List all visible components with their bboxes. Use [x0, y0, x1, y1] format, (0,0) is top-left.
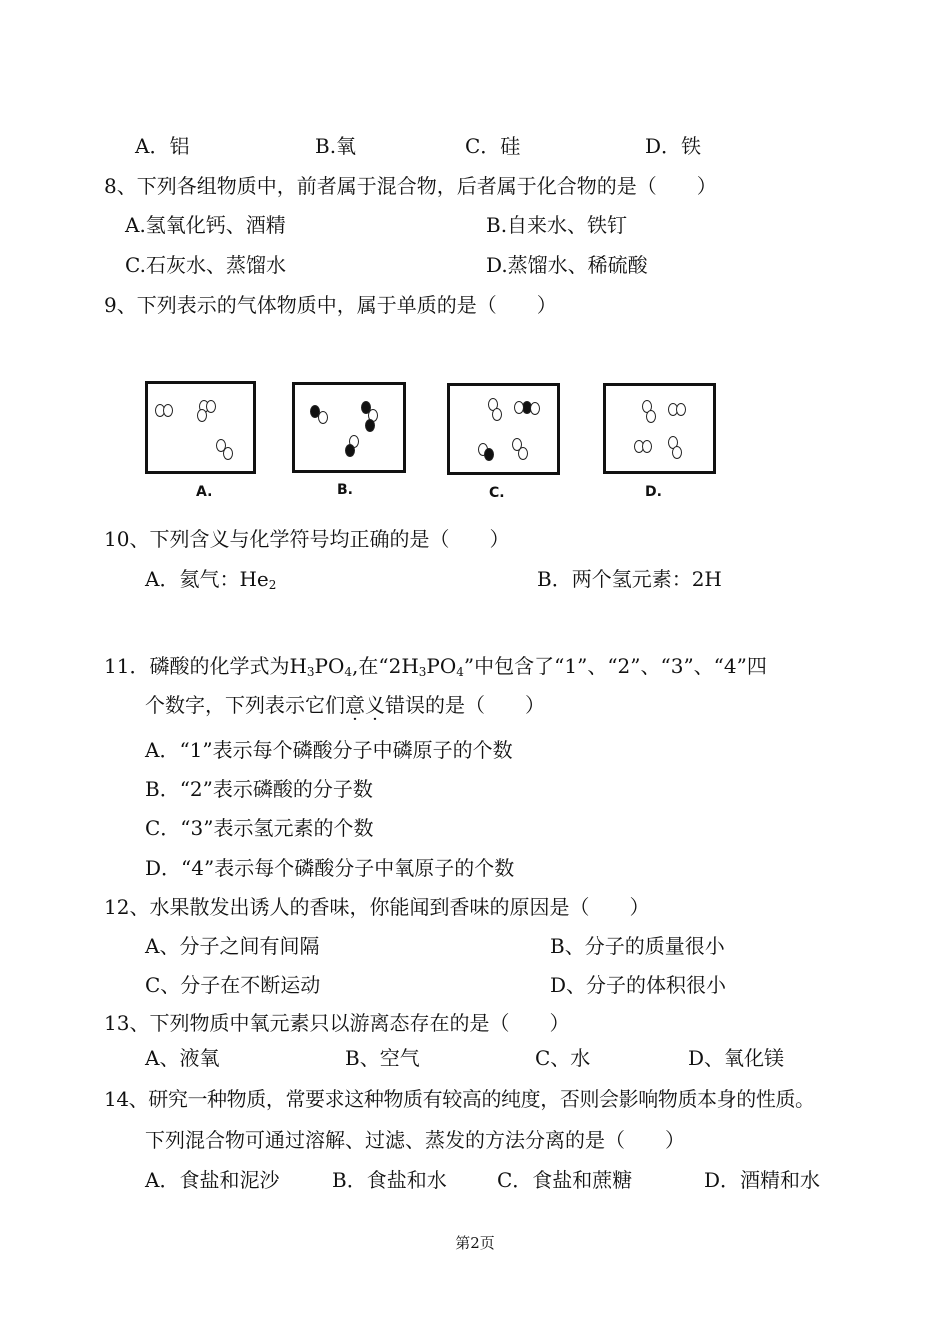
- q13-option-d: D、氧化镁: [688, 1046, 785, 1070]
- atom: [197, 409, 207, 422]
- q11-stem-line2: [145, 693, 545, 717]
- diagram-label-b: B.: [337, 482, 353, 498]
- atom: [345, 444, 355, 457]
- q11-text: 11．磷酸的化学式为H: [104, 654, 307, 678]
- q11-option-a: A．“1”表示每个磷酸分子中磷原子的个数: [145, 738, 513, 762]
- q11-text: ,在“2H: [352, 654, 419, 678]
- q14-option-d: D．酒精和水: [704, 1168, 821, 1192]
- diagram-label-c: C.: [489, 485, 505, 501]
- q13-stem: 13、下列物质中氧元素只以游离态存在的是（ ）: [104, 1011, 570, 1035]
- atom: [318, 411, 328, 424]
- emphasis-char: 义: [365, 693, 385, 717]
- q11-text: 错误的是（ ）: [385, 693, 545, 717]
- q10-option-a-text: A．氦气：He: [145, 567, 269, 591]
- diagram-label-d: D.: [645, 484, 662, 500]
- atom: [484, 448, 494, 461]
- q11-text: PO: [426, 654, 457, 678]
- atom: [530, 402, 540, 415]
- q11-option-b: B．“2”表示磷酸的分子数: [145, 777, 373, 801]
- q14-option-c: C．食盐和蔗糖: [497, 1168, 633, 1192]
- q11-sub: 3: [418, 665, 427, 679]
- q8-stem: 8、下列各组物质中，前者属于混合物，后者属于化合物的是（ ）: [104, 174, 717, 198]
- q7-option-a: A．铝: [135, 134, 190, 158]
- atom: [365, 419, 375, 432]
- q11-sub: 3: [306, 665, 315, 679]
- atom: [676, 403, 686, 416]
- atom: [518, 447, 528, 460]
- q10-option-a: [145, 567, 276, 597]
- q10-subscript: 2: [268, 578, 277, 592]
- emphasis-char: 意: [345, 693, 365, 717]
- q11-text: 个数字，下列表示它们: [145, 693, 345, 717]
- diagram-box-a: [145, 381, 256, 474]
- atom: [642, 440, 652, 453]
- q8-option-b: B.自来水、铁钉: [486, 213, 628, 237]
- q14-stem-line2: 下列混合物可通过溶解、过滤、蒸发的方法分离的是（ ）: [145, 1128, 685, 1152]
- atom: [223, 447, 233, 460]
- q12-stem: 12、水果散发出诱人的香味，你能闻到香味的原因是（ ）: [104, 895, 650, 919]
- q13-option-b: B、空气: [345, 1046, 420, 1070]
- q8-option-c: C.石灰水、蒸馏水: [125, 253, 286, 277]
- atom: [492, 408, 502, 421]
- q14-stem-line1: 14、研究一种物质，常要求这种物质有较高的纯度，否则会影响物质本身的性质。: [104, 1087, 815, 1111]
- q11-sub: 4: [344, 665, 353, 679]
- q12-option-d: D、分子的体积很小: [550, 973, 727, 997]
- q7-option-b: B.氧: [315, 134, 357, 158]
- q10-option-b: B．两个氢元素：2H: [537, 567, 722, 591]
- atom: [672, 446, 682, 459]
- atom: [514, 401, 524, 414]
- q11-stem-line1: [104, 654, 767, 684]
- q12-option-b: B、分子的质量很小: [550, 934, 725, 958]
- q9-stem: 9、下列表示的气体物质中，属于单质的是（ ）: [104, 293, 557, 317]
- q11-text: PO: [314, 654, 345, 678]
- q8-option-d: D.蒸馏水、稀硫酸: [486, 253, 648, 277]
- q12-option-a: A、分子之间有间隔: [145, 934, 320, 958]
- diagram-box-d: [603, 383, 716, 474]
- q11-text: ”中包含了“1”、“2”、“3”、“4”四: [463, 654, 767, 678]
- page-number: 第2页: [455, 1234, 495, 1252]
- q13-option-c: C、水: [535, 1046, 591, 1070]
- atom: [206, 400, 216, 413]
- atom: [163, 404, 173, 417]
- q10-stem: 10、下列含义与化学符号均正确的是（ ）: [104, 527, 510, 551]
- diagram-box-c: [447, 383, 560, 475]
- atom: [646, 410, 656, 423]
- q7-option-d: D．铁: [645, 134, 702, 158]
- q11-sub: 4: [456, 665, 464, 679]
- q8-option-a: A.氢氧化钙、酒精: [125, 213, 286, 237]
- q7-option-c: C．硅: [465, 134, 521, 158]
- q12-option-c: C、分子在不断运动: [145, 973, 321, 997]
- diagram-box-b: [292, 382, 406, 473]
- q11-option-d: D．“4”表示每个磷酸分子中氧原子的个数: [145, 856, 515, 880]
- q11-option-c: C．“3”表示氢元素的个数: [145, 816, 374, 840]
- q13-option-a: A、液氧: [145, 1046, 220, 1070]
- q14-option-a: A．食盐和泥沙: [145, 1168, 280, 1192]
- diagram-label-a: A.: [196, 484, 213, 500]
- q14-option-b: B．食盐和水: [332, 1168, 447, 1192]
